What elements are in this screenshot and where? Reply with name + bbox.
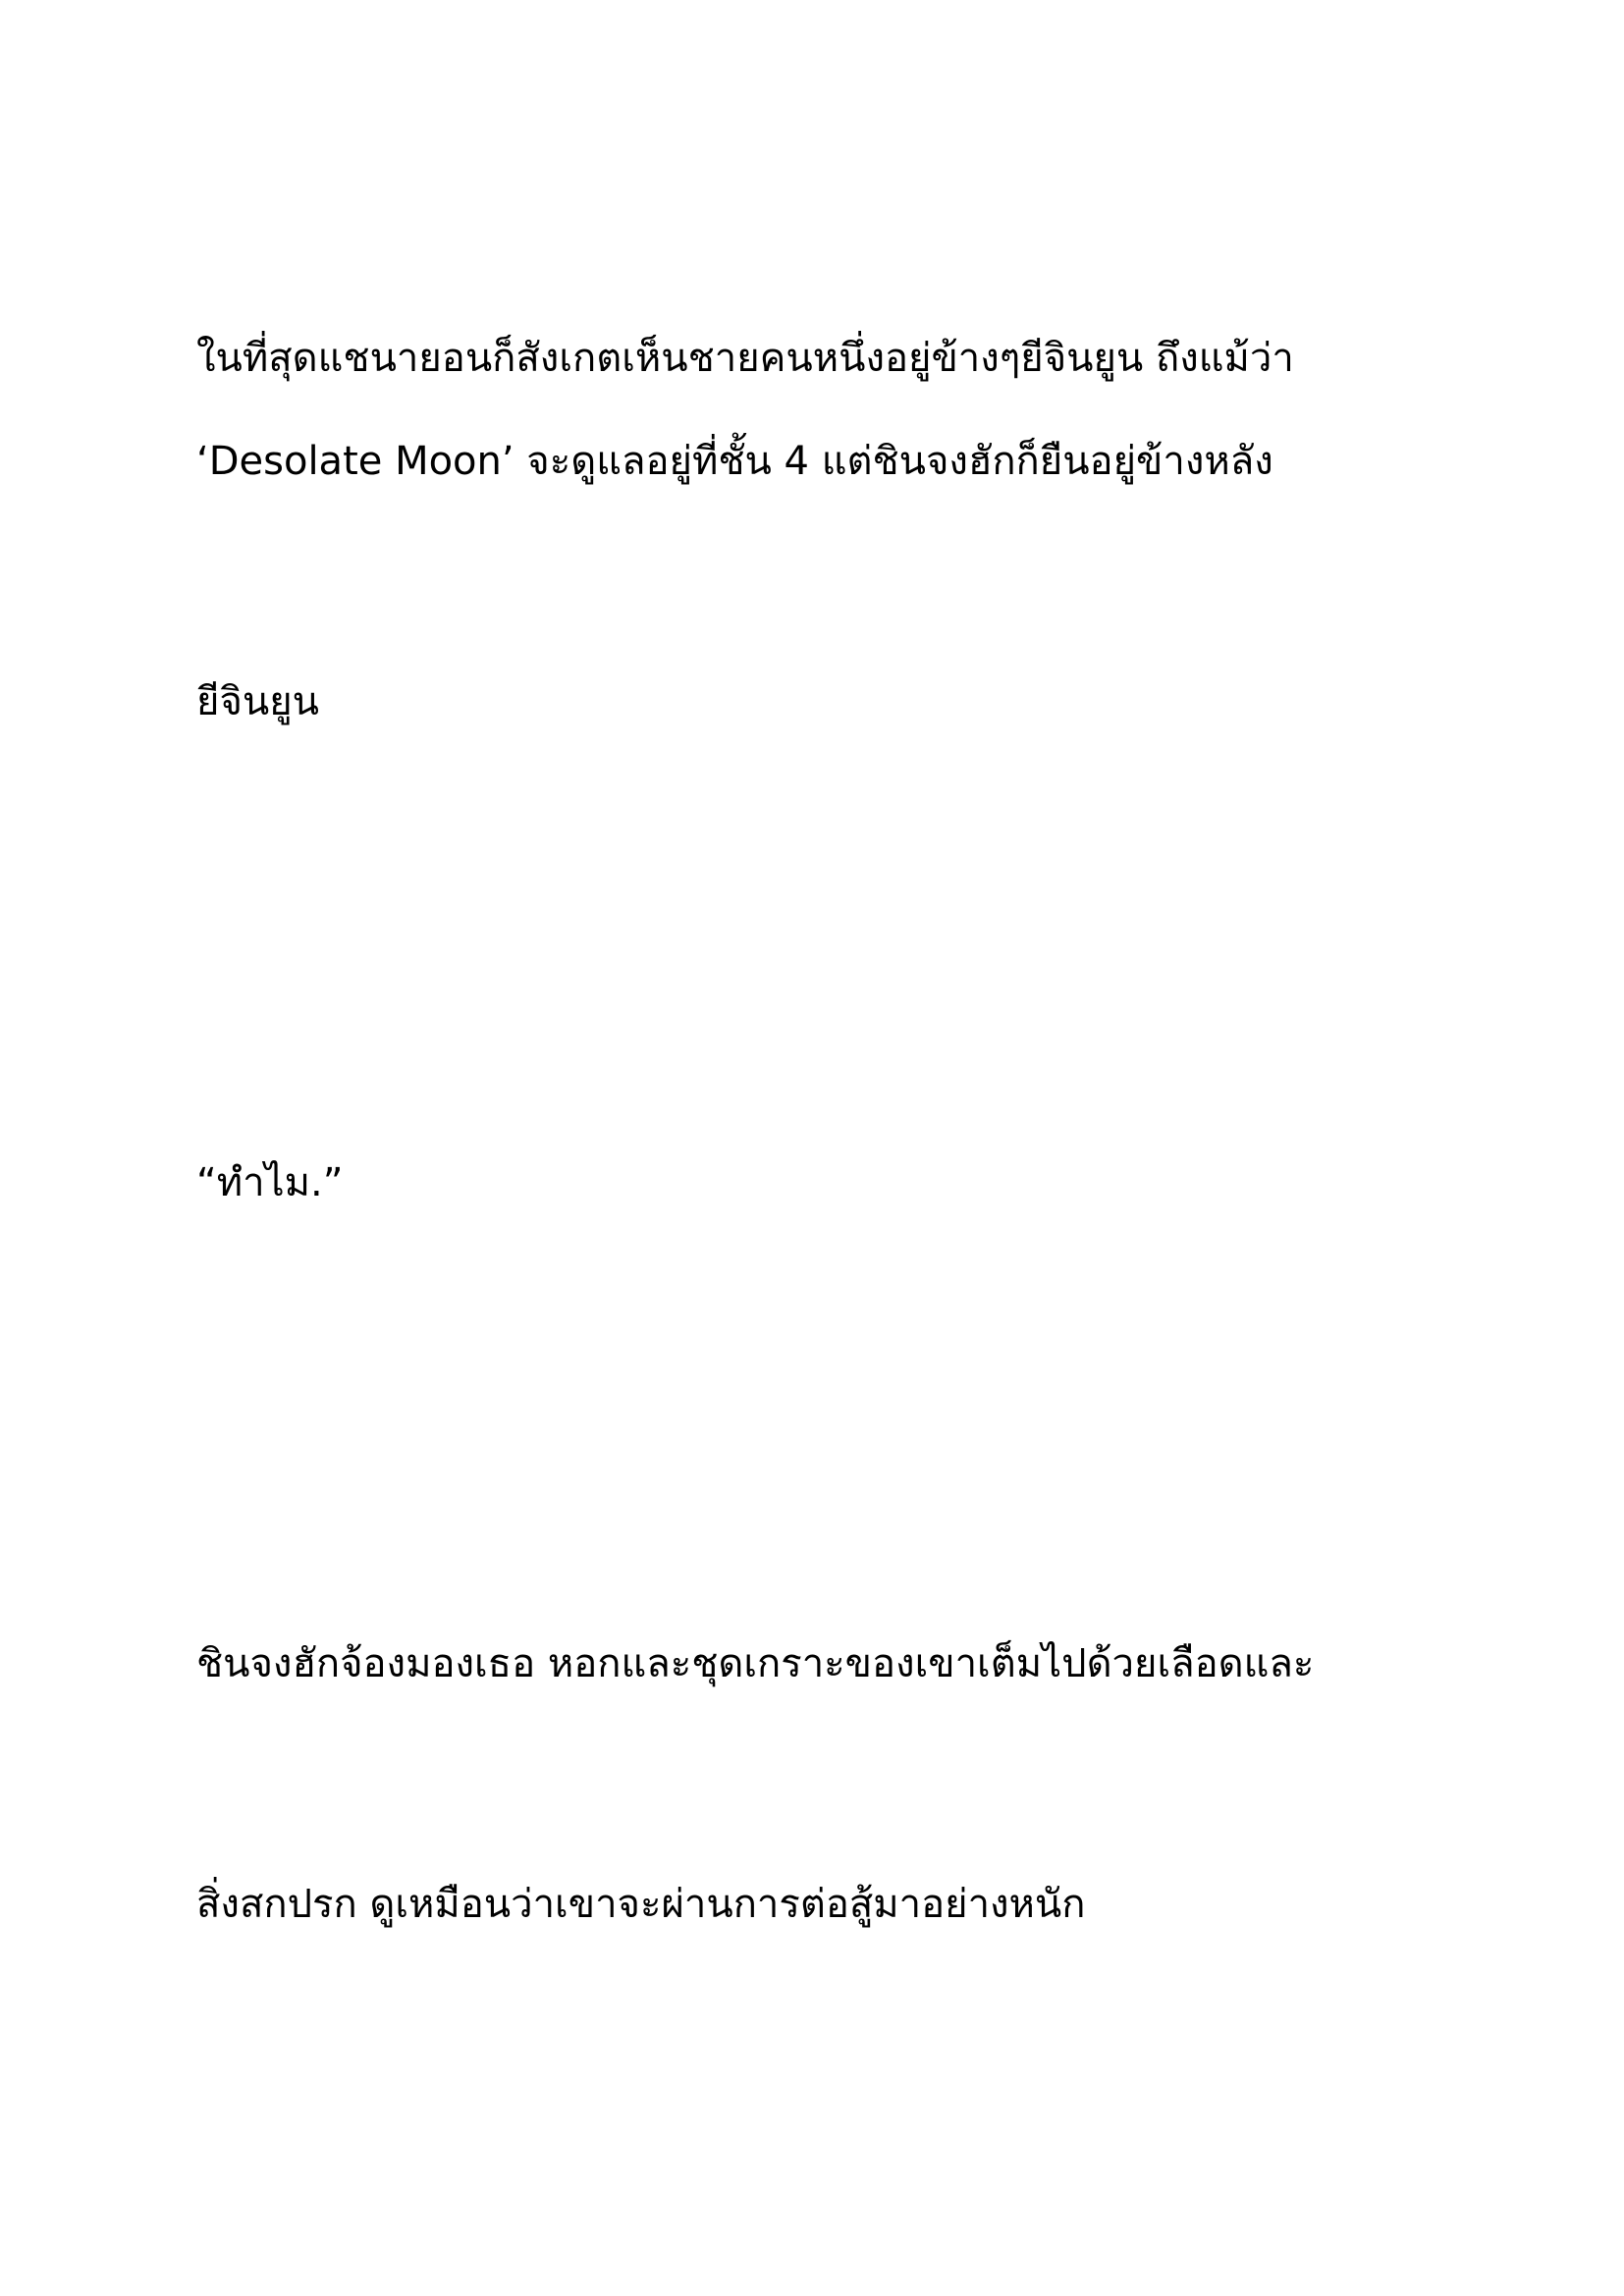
- paragraph-line: สิ่งสกปรก ดูเหมือนว่าเขาจะผ่านการต่อสู้มาอย่างหนัก: [196, 1882, 1086, 1927]
- paragraph-line: ในที่สุดแชนายอนก็สังเกตเห็นชายคนหนึ่งอยู่ข้างๆยีจินยูน ถึงแม้ว่า: [196, 336, 1294, 381]
- dialogue-line: “ทำไม.”: [196, 1160, 344, 1205]
- paragraph-line: ชินจงฮักจ้องมองเธอ หอกและชุดเกราะของเขาเต็มไปด้วยเลือดและ: [196, 1641, 1315, 1686]
- paragraph-line: ‘Desolate Moon’ จะดูแลอยู่ที่ชั้น 4 แต่ชินจงฮักก็ยืนอยู่ข้างหลัง: [196, 439, 1273, 484]
- speaker-name: ยีจินยูน: [196, 679, 319, 724]
